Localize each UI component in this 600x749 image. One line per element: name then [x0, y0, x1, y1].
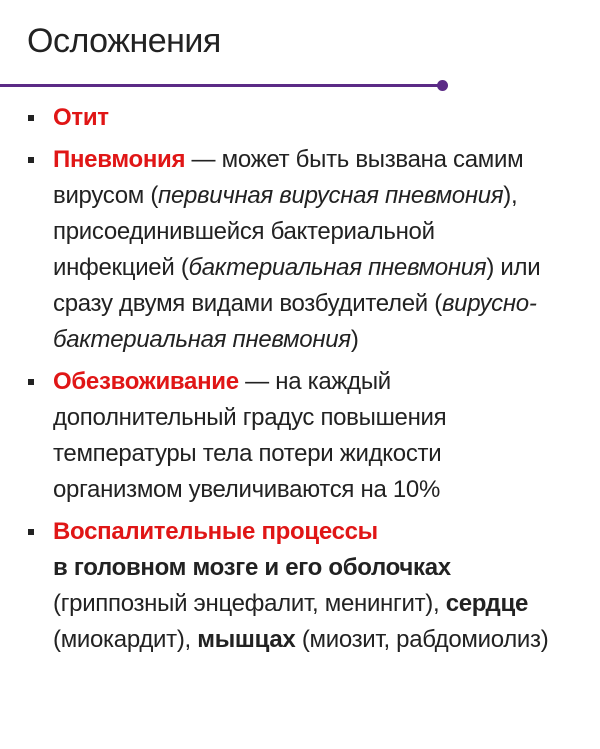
item-bold-term: в головном мозге и его оболочках	[53, 554, 451, 581]
divider-dot	[437, 80, 448, 91]
list-item-inflammation	[0, 514, 600, 658]
item-text: (миозит, рабдомиолиз)	[295, 626, 549, 653]
item-text: )	[350, 326, 359, 353]
item-italic-term: первичная вирусная пневмония	[158, 182, 504, 209]
item-heading: Воспалительные процессы	[53, 518, 378, 545]
item-text: — на каждый дополнительный градус повышения температуры тела потери жидкости организмом увеличиваются на 10%	[53, 368, 447, 503]
item-text: ), присоединившейся бактериальной инфекцией (	[53, 182, 518, 281]
bullet-icon	[28, 115, 34, 121]
page-title: Осложнения	[27, 22, 221, 60]
bullet-icon	[28, 379, 34, 385]
divider-line	[0, 84, 440, 87]
bullet-icon	[28, 157, 34, 163]
list-item-pneumonia	[0, 142, 600, 358]
bullet-icon	[28, 529, 34, 535]
item-heading: Пневмония	[53, 146, 186, 173]
complications-list	[0, 100, 600, 664]
item-text: (миокардит),	[53, 626, 198, 653]
item-italic-term: вирусно-бактериальная пневмония	[53, 290, 537, 353]
item-italic-term: бактериальная пневмония	[188, 254, 487, 281]
item-text: (гриппозный энцефалит, менингит),	[53, 590, 446, 617]
title-divider	[0, 80, 447, 92]
item-bold-term: сердце	[445, 590, 528, 617]
item-bold-term: мышцах	[197, 626, 296, 653]
item-heading: Отит	[53, 104, 109, 131]
item-text: — может быть вызвана самим вирусом (	[53, 146, 524, 209]
item-heading: Обезвоживание	[53, 368, 239, 395]
list-item-otitis	[0, 100, 600, 136]
list-item-dehydration	[0, 364, 600, 508]
item-text: ) или сразу двумя видами возбудителей (	[53, 254, 541, 317]
